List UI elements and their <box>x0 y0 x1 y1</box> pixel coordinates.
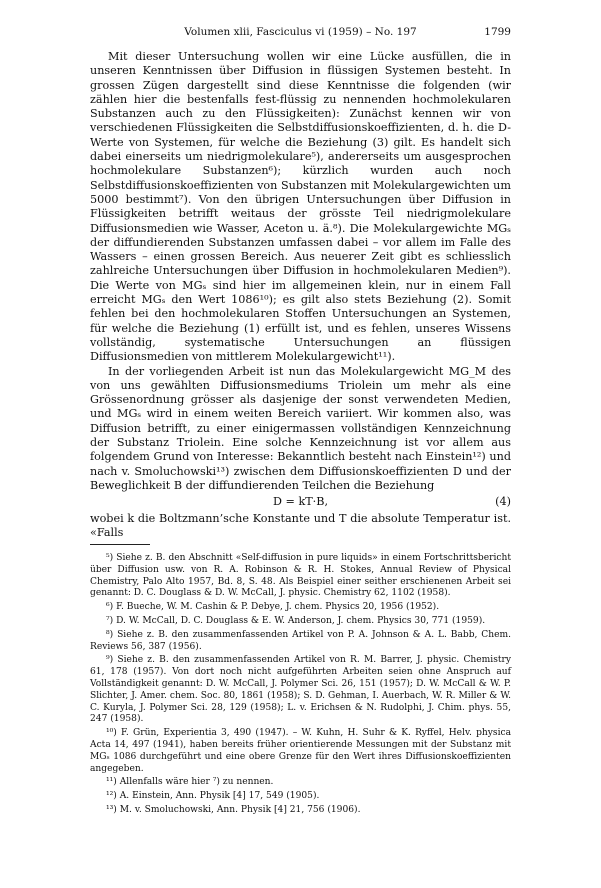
equation-text: D = kT·B, <box>272 495 329 509</box>
footnote: ¹⁰) F. Grün, Experientia 3, 490 (1947). – W. Kuhn, H. Suhr & K. Ryffel, Helv. physica Acta 14, 497 (1941), haben bereits früher orientierende Messungen mit der Substanz mit MGₛ 1086 durchgeführt und eine obere Grenze für den Wert ihres Diffusionskoeffizienten angegeben. <box>90 728 511 774</box>
body-text <box>90 50 511 819</box>
footnote: ⁹) Siehe z. B. den zusammenfassenden Artikel von R. M. Barrer, J. physic. Chemistry 61, 178 (1957). Von dort noch nicht aufgeführten Arbeiten seien ohne Anspruch auf Vollständigkeit genannt: D. W. McCall, J. Polymer Sci. 26, 151 (1957); D. W. McCall & W. P. Slichter, J. Amer. chem. Soc. 80, 1861 (1958); S. D. Gehman, I. Auerbach, W. R. Miller & W. C. Kuryla, J. Polymer Sci. 28, 129 (1958); L. v. Erichsen & N. Rudolphi, J. Chim. phys. 55, 247 (1958). <box>90 655 511 725</box>
footnote-divider <box>90 544 150 545</box>
footnotes <box>90 553 511 817</box>
paragraph: Mit dieser Untersuchung wollen wir eine Lücke ausfüllen, die in unseren Kenntnissen über Diffusion in flüssigen Systemen besteht. In grossen Zügen dargestellt sind diese Kenntnisse die folgenden (wir zählen hier die bestenfalls fest-flüssig zu nennenden hochmolekularen Substanzen auch zu den Flüssigkeiten): Zunächst kennen wir von verschiedenen Flüssigkeiten die Selbstdiffusionskoeffizienten, d. h. die D-Werte von Systemen, für welche die Beziehung (3) gilt. Es handelt sich dabei einerseits um niedrigmolekulare⁵), andererseits um ausgesprochen hochmolekulare Substanzen⁶); kürzlich wurden auch noch Selbstdiffusionskoeffizienten von Substanzen mit Molekulargewichten um 5000 bestimmt⁷). Von den übrigen Untersuchungen über Diffusion in Flüssigkeiten betrifft weitaus der grösste Teil niedrigmolekulare Diffusionsmedien wie Wasser, Aceton u. ä.⁸). Die Molekulargewichte MGₛ der diffundierenden Substanzen umfassen dabei – vor allem im Falle des Wassers – einen grossen Bereich. Aus neuerer Zeit gibt es schliesslich zahlreiche Untersuchungen über Diffusion in hochmolekularen Medien⁹). Die Werte von MGₛ sind hier im allgemeinen klein, nur in einem Fall erreicht MGₛ den Wert 1086¹⁰); es gilt also stets Beziehung (2). Somit fehlen bei den hochmolekularen Stoffen Untersuchungen an Systemen, für welche die Beziehung (1) erfüllt ist, und es fehlen, unseres Wissens vollständig, systematische Untersuchungen an flüssigen Diffusionsmedien von mittlerem Molekulargewicht¹¹). <box>90 50 511 364</box>
running-title: Volumen xlii, Fasciculus vi (1959) – No. 197 <box>184 26 417 38</box>
footnote: ⁷) D. W. McCall, D. C. Douglass & E. W. Anderson, J. chem. Physics 30, 771 (1959). <box>106 616 486 627</box>
paragraph: wobei k die Boltzmann’sche Konstante und T die absolute Temperatur ist. «Falls <box>90 511 511 539</box>
page-number: 1799 <box>484 26 511 38</box>
footnote: ⁶) F. Bueche, W. M. Cashin & P. Debye, J. chem. Physics 20, 1956 (1952). <box>106 602 440 613</box>
footnote: ¹³) M. v. Smoluchowski, Ann. Physik [4] 21, 756 (1906). <box>106 805 361 816</box>
equation-number: (4) <box>495 495 511 509</box>
equation <box>90 495 511 509</box>
paragraph: In der vorliegenden Arbeit ist nun das Molekulargewicht MG_M des von uns gewählten Diffusionsmediums Triolein um mehr als eine Grössenordnung grösser als dasjenige der sonst verwendeten Medien, und MGₛ wird in einem weiten Bereich variiert. Wir kommen also, was Diffusion betrifft, zu einer einigermassen vollständigen Kennzeichnung der Substanz Triolein. Eine solche Kennzeichnung ist vor allem aus folgendem Grund von Interesse: Bekanntlich besteht nach Einstein¹²) und nach v. Smoluchowski¹³) zwischen dem Diffusionskoeffizienten D und der Beweglichkeit B der diffundierenden Teilchen die Beziehung <box>90 364 511 492</box>
page-header <box>90 26 511 40</box>
footnote: ¹²) A. Einstein, Ann. Physik [4] 17, 549 (1905). <box>106 791 320 802</box>
footnote: ⁵) Siehe z. B. den Abschnitt «Self-diffusion in pure liquids» in einem Fortschrittsbericht über Diffusion usw. von R. A. Robinson & R. H. Stokes, Annual Review of Physical Chemistry, Palo Alto 1957, Bd. 8, S. 48. Als Beispiel einer seither erschienenen Arbeit sei genannt: D. C. Douglass & D. W. McCall, J. physic. Chemistry 62, 1102 (1958). <box>90 553 511 599</box>
footnote: ⁸) Siehe z. B. den zusammenfassenden Artikel von P. A. Johnson & A. L. Babb, Chem. Reviews 56, 387 (1956). <box>90 629 511 652</box>
footnote: ¹¹) Allenfalls wäre hier ⁷) zu nennen. <box>106 777 274 788</box>
